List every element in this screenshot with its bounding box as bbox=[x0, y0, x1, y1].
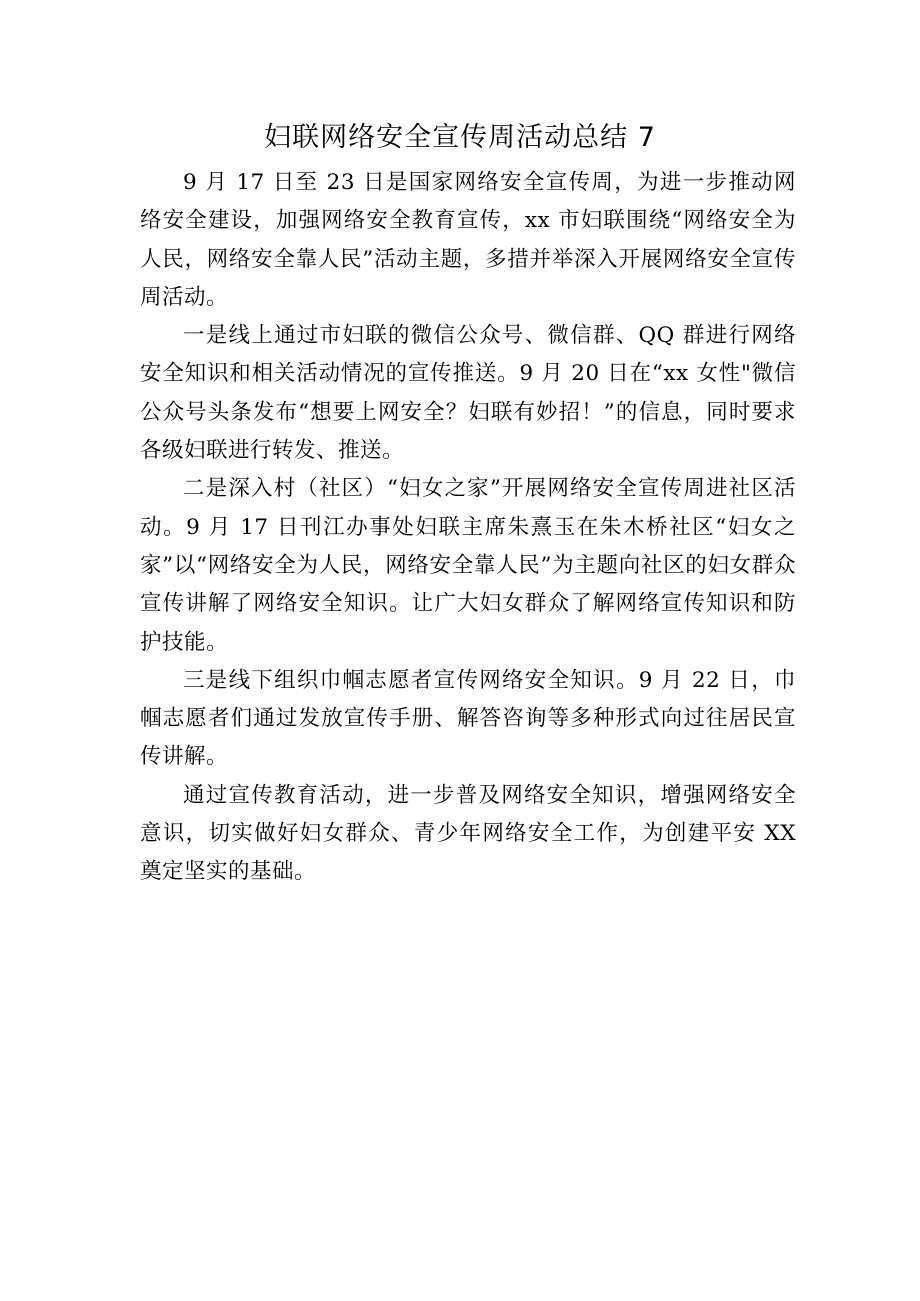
document-title: 妇联网络安全宣传周活动总结 7 bbox=[264, 122, 656, 153]
paragraph-community: 二是深入村（社区）“妇女之家”开展网络安全宣传周进社区活动。9 月 17 日刊江办事处妇联主席朱熹玉在朱木桥社区“妇女之家”以“网络安全为人民，网络安全靠人民”为主题向社区的妇女群众宣传讲解了网络安全知识。让广大妇女群众了解网络宣传知识和防护技能。 bbox=[140, 476, 796, 655]
paragraph-volunteers: 三是线下组织巾帼志愿者宣传网络安全知识。9 月 22 日，巾帼志愿者们通过发放宣传手册、解答咨询等多种形式向过往居民宣传讲解。 bbox=[140, 667, 796, 770]
paragraph-conclusion: 通过宣传教育活动，进一步普及网络安全知识，增强网络安全意识，切实做好妇女群众、青少年网络安全工作，为创建平安 XX 奠定坚实的基础。 bbox=[140, 782, 796, 885]
paragraph-intro: 9 月 17 日至 23 日是国家网络安全宣传周，为进一步推动网络安全建设，加强网络安全教育宣传，xx 市妇联围绕“网络安全为人民，网络安全靠人民”活动主题，多措并举深入开展网络安全宣传周活动。 bbox=[140, 170, 796, 310]
paragraph-online: 一是线上通过市妇联的微信公众号、微信群、QQ 群进行网络安全知识和相关活动情况的宣传推送。9 月 20 日在“xx 女性"微信公众号头条发布“想要上网安全？妇联有妙招！”的信息，同时要求各级妇联进行转发、推送。 bbox=[140, 323, 796, 464]
document-body bbox=[140, 164, 796, 892]
